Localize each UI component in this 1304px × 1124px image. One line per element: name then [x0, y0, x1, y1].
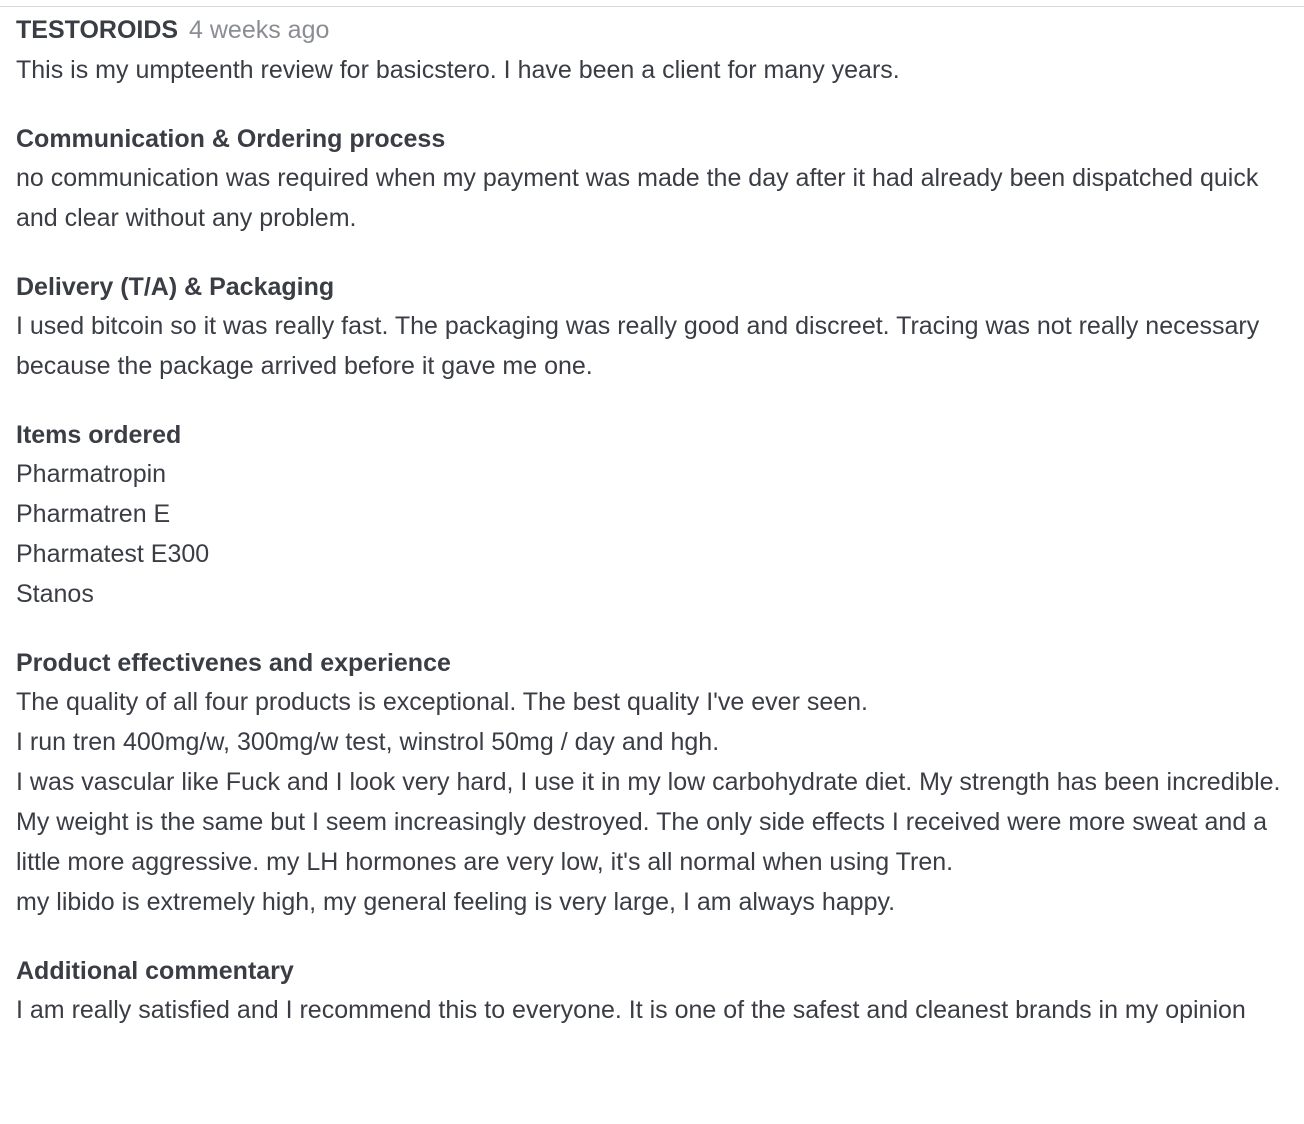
section-title-additional: Additional commentary: [16, 957, 294, 985]
section-additional: [16, 952, 1286, 1030]
effectiveness-line-experience: I was vascular like Fuck and I look very hard, I use it in my low carbohydrate diet. My strength has been incredible. My weight is the same but I seem increasingly destroyed. The only side effects I received were more sweat and a little more aggressive. my LH hormones are very low, it's all normal when using Tren.: [16, 768, 1281, 876]
section-items: [16, 416, 1286, 614]
section-title-communication: Communication & Ordering process: [16, 125, 446, 153]
post-timestamp[interactable]: 4 weeks ago: [189, 16, 330, 44]
section-delivery: [16, 268, 1286, 386]
section-effectiveness: [16, 644, 1286, 922]
list-item: Pharmatren E: [16, 500, 171, 528]
post-header: [16, 10, 1286, 50]
list-item: Pharmatest E300: [16, 540, 210, 568]
list-item: Pharmatropin: [16, 460, 167, 488]
section-communication: [16, 120, 1286, 238]
section-text-communication: no communication was required when my payment was made the day after it had already been dispatched quick and clear without any problem.: [16, 164, 1259, 232]
effectiveness-line-cycle: I run tren 400mg/w, 300mg/w test, winstrol 50mg / day and hgh.: [16, 728, 720, 756]
review-post: [16, 10, 1286, 1030]
section-text-delivery: I used bitcoin so it was really fast. The packaging was really good and discreet. Tracing was not really necessary because the package arrived before it gave me one.: [16, 312, 1260, 380]
top-divider: [0, 6, 1304, 7]
section-title-delivery: Delivery (T/A) & Packaging: [16, 273, 335, 301]
section-title-effectiveness: Product effectivenes and experience: [16, 649, 451, 677]
section-title-items: Items ordered: [16, 421, 182, 449]
items-list: [16, 454, 1286, 614]
author-name[interactable]: TESTOROIDS: [16, 16, 179, 44]
section-text-additional: I am really satisfied and I recommend this to everyone. It is one of the safest and cleanest brands in my opinion: [16, 996, 1246, 1024]
list-item: Stanos: [16, 580, 94, 608]
effectiveness-line-quality: The quality of all four products is exceptional. The best quality I've ever seen.: [16, 688, 869, 716]
effectiveness-line-libido: my libido is extremely high, my general feeling is very large, I am always happy.: [16, 888, 896, 916]
review-intro: This is my umpteenth review for basicstero. I have been a client for many years.: [16, 56, 900, 84]
